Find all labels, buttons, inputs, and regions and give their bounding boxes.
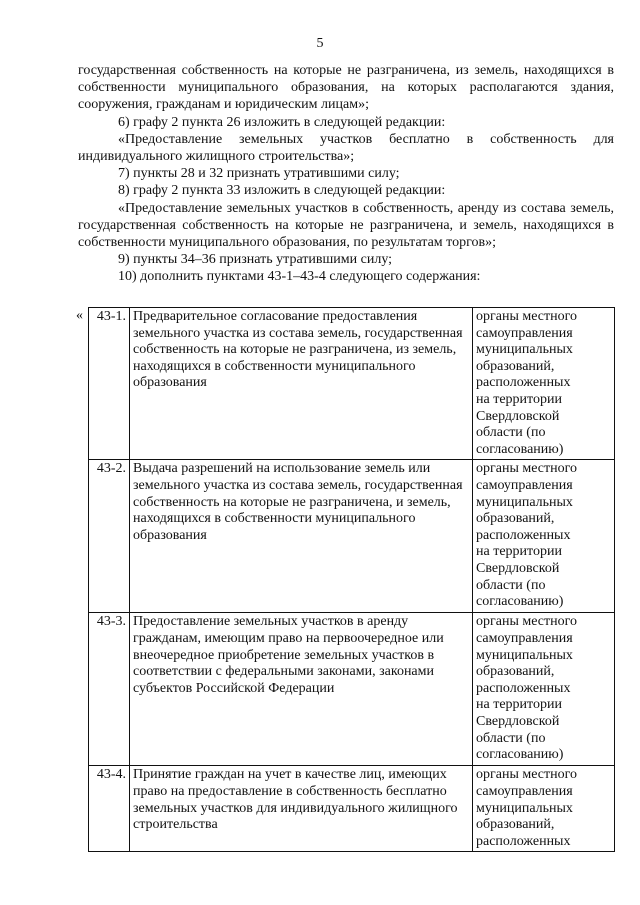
paragraph: «Предоставление земельных участков бесплатно в собственность для индивидуального жилищного строительства»; <box>78 131 614 165</box>
table-row <box>89 766 615 852</box>
authority-line: самоуправления <box>476 477 573 493</box>
authority-line: образований, <box>476 817 555 833</box>
paragraph: «Предоставление земельных участков в собственность, аренду из состава земель, государственная собственность на которые не разграничена, и земель, находящихся в собственности муниципального образования, по результатам торгов»; <box>78 200 614 251</box>
authority-line: муниципальных <box>476 800 573 816</box>
page-number: 5 <box>316 36 324 51</box>
table-row <box>89 613 615 766</box>
item-description: Выдача разрешений на использование земель или земельного участка из состава земель, государственная собственность на которые не разграничена, и земель, находящихся в собственности муниципального образования <box>130 460 473 613</box>
opening-quote: « <box>76 308 83 323</box>
authority-line: расположенных <box>476 680 571 696</box>
authority-line: органы местного <box>476 461 577 477</box>
item-description: Принятие граждан на учет в качестве лиц, имеющих право на предоставление в собственность бесплатно земельных участков для индивидуального жилищного строительства <box>130 766 473 852</box>
authority-line: образований, <box>476 358 555 374</box>
authority-line: на территории <box>476 697 562 713</box>
authority-line: образований, <box>476 511 555 527</box>
authority-line: муниципальных <box>476 342 573 358</box>
authority-line: Свердловской <box>476 560 560 576</box>
item-description: Предоставление земельных участков в аренду гражданам, имеющим право на первоочередное или внеочередное приобретение земельных участков в соответствии с федеральными законами, законами субъектов Российской Федерации <box>130 613 473 766</box>
authority-line: самоуправления <box>476 783 573 799</box>
authority-line: на территории <box>476 544 562 560</box>
item-number: 43-1. <box>89 308 130 460</box>
item-description: Предварительное согласование предоставления земельного участка из состава земель, государственная собственность на которые не разграничена, из земель, находящихся в собственности муниципального образования <box>130 308 473 460</box>
item-number: 43-3. <box>89 613 130 766</box>
authority-line: муниципальных <box>476 647 573 663</box>
table-row <box>89 460 615 613</box>
authority-line: области (по <box>476 425 546 441</box>
authority-line: образований, <box>476 664 555 680</box>
authority-line: области (по <box>476 577 546 593</box>
authority-line: расположенных <box>476 833 571 849</box>
paragraph: 6) графу 2 пункта 26 изложить в следующей редакции: <box>118 114 446 130</box>
authority-line: расположенных <box>476 527 571 543</box>
item-number: 43-4. <box>89 766 130 852</box>
authority-line: Свердловской <box>476 408 560 424</box>
authority-line: самоуправления <box>476 325 573 341</box>
paragraph: государственная собственность на которые не разграничена, из земель, находящихся в собственности муниципального образования, на которых располагаются здания, сооружения, гражданам и юридическим лицам»; <box>78 63 614 113</box>
authority-line: органы местного <box>476 614 577 630</box>
authority-line: согласованию) <box>476 441 564 457</box>
authority-line: расположенных <box>476 375 571 391</box>
authority-line: Свердловской <box>476 713 560 729</box>
authority-line: муниципальных <box>476 494 573 510</box>
item-authority <box>473 460 615 613</box>
body-text <box>78 62 614 286</box>
item-authority <box>473 308 615 460</box>
authority-line: согласованию) <box>476 594 564 610</box>
paragraph: 10) дополнить пунктами 43-1–43-4 следующего содержания: <box>118 269 481 285</box>
authority-line: органы местного <box>476 767 577 783</box>
table-row <box>89 308 615 460</box>
authority-line: на территории <box>476 391 562 407</box>
item-number: 43-2. <box>89 460 130 613</box>
item-authority <box>473 766 615 852</box>
paragraph: 9) пункты 34–36 признать утратившими силу; <box>118 252 393 268</box>
authority-line: согласованию) <box>476 747 564 763</box>
authority-line: самоуправления <box>476 630 573 646</box>
items-table <box>88 307 615 852</box>
paragraph: 7) пункты 28 и 32 признать утратившими силу; <box>118 166 400 182</box>
paragraph: 8) графу 2 пункта 33 изложить в следующей редакции: <box>118 183 446 199</box>
item-authority <box>473 613 615 766</box>
authority-line: органы местного <box>476 309 577 324</box>
authority-line: области (по <box>476 730 546 746</box>
